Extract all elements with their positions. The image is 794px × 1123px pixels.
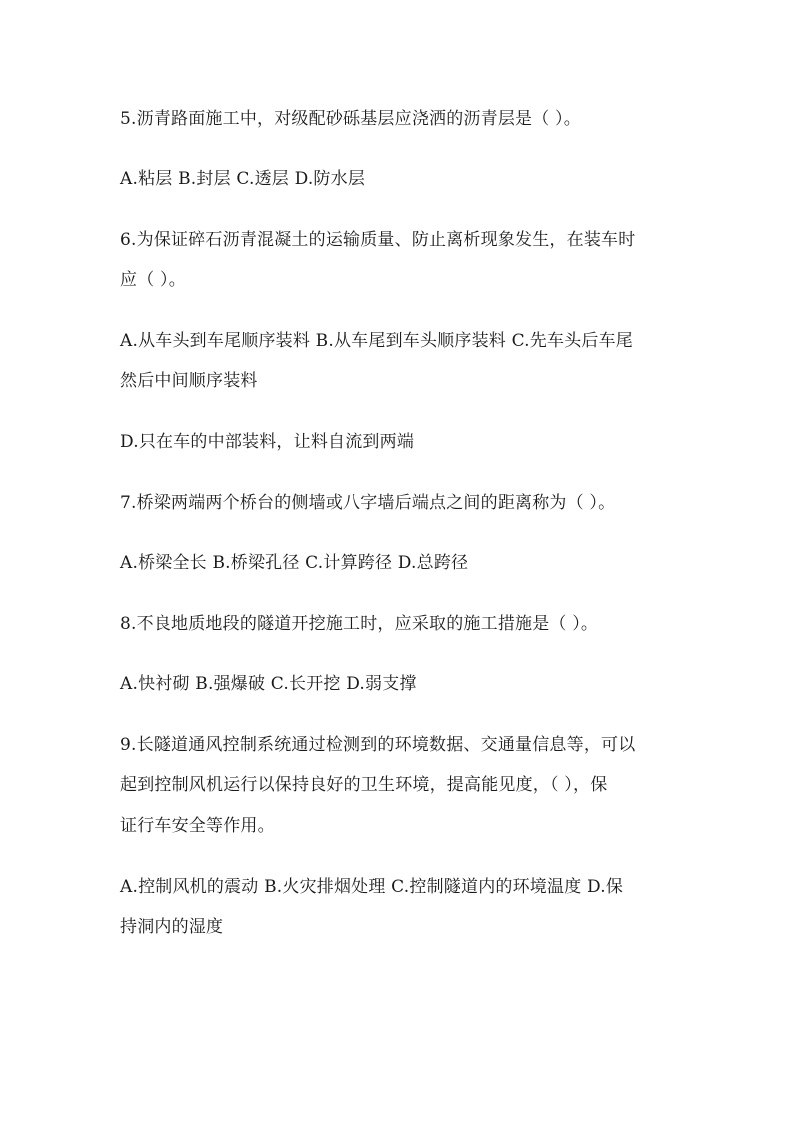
question-6-stem-line-1: 6.为保证碎石沥青混凝土的运输质量、防止离析现象发生，在装车时 (120, 230, 636, 250)
question-6-options-line-3: D.只在车的中部装料，让料自流到两端 (120, 432, 415, 452)
question-6-options-line-1: A.从车头到车尾顺序装料 B.从车尾到车头顺序装料 C.先车头后车尾 (120, 331, 633, 351)
question-9-stem-line-3: 证行车安全等作用。 (120, 816, 275, 836)
question-9-options-line-1: A.控制风机的震动 B.火灾排烟处理 C.控制隧道内的环境温度 D.保 (120, 877, 624, 897)
question-9-options-line-2: 持洞内的湿度 (120, 917, 224, 937)
question-7-stem-line-1: 7.桥梁两端两个桥台的侧墙或八字墙后端点之间的距离称为（ ）。 (120, 493, 616, 513)
question-6-options-line-2: 然后中间顺序装料 (120, 371, 258, 391)
question-8-options-line-1: A.快衬砌 B.强爆破 C.长开挖 D.弱支撑 (120, 674, 417, 694)
question-6-stem-line-2: 应（ ）。 (120, 270, 186, 290)
question-8-stem-line-1: 8.不良地质地段的隧道开挖施工时，应采取的施工措施是（ ）。 (120, 614, 599, 634)
question-7-options-line-1: A.桥梁全长 B.桥梁孔径 C.计算跨径 D.总跨径 (120, 553, 469, 573)
question-9-stem-line-1: 9.长隧道通风控制系统通过检测到的环境数据、交通量信息等，可以 (120, 735, 636, 755)
question-5-options-line-1: A.粘层 B.封层 C.透层 D.防水层 (120, 169, 366, 189)
question-5-stem-line-1: 5.沥青路面施工中，对级配砂砾基层应浇洒的沥青层是（ ）。 (120, 109, 581, 129)
question-9-stem-line-2: 起到控制风机运行以保持良好的卫生环境，提高能见度，（ ），保 (120, 775, 608, 795)
